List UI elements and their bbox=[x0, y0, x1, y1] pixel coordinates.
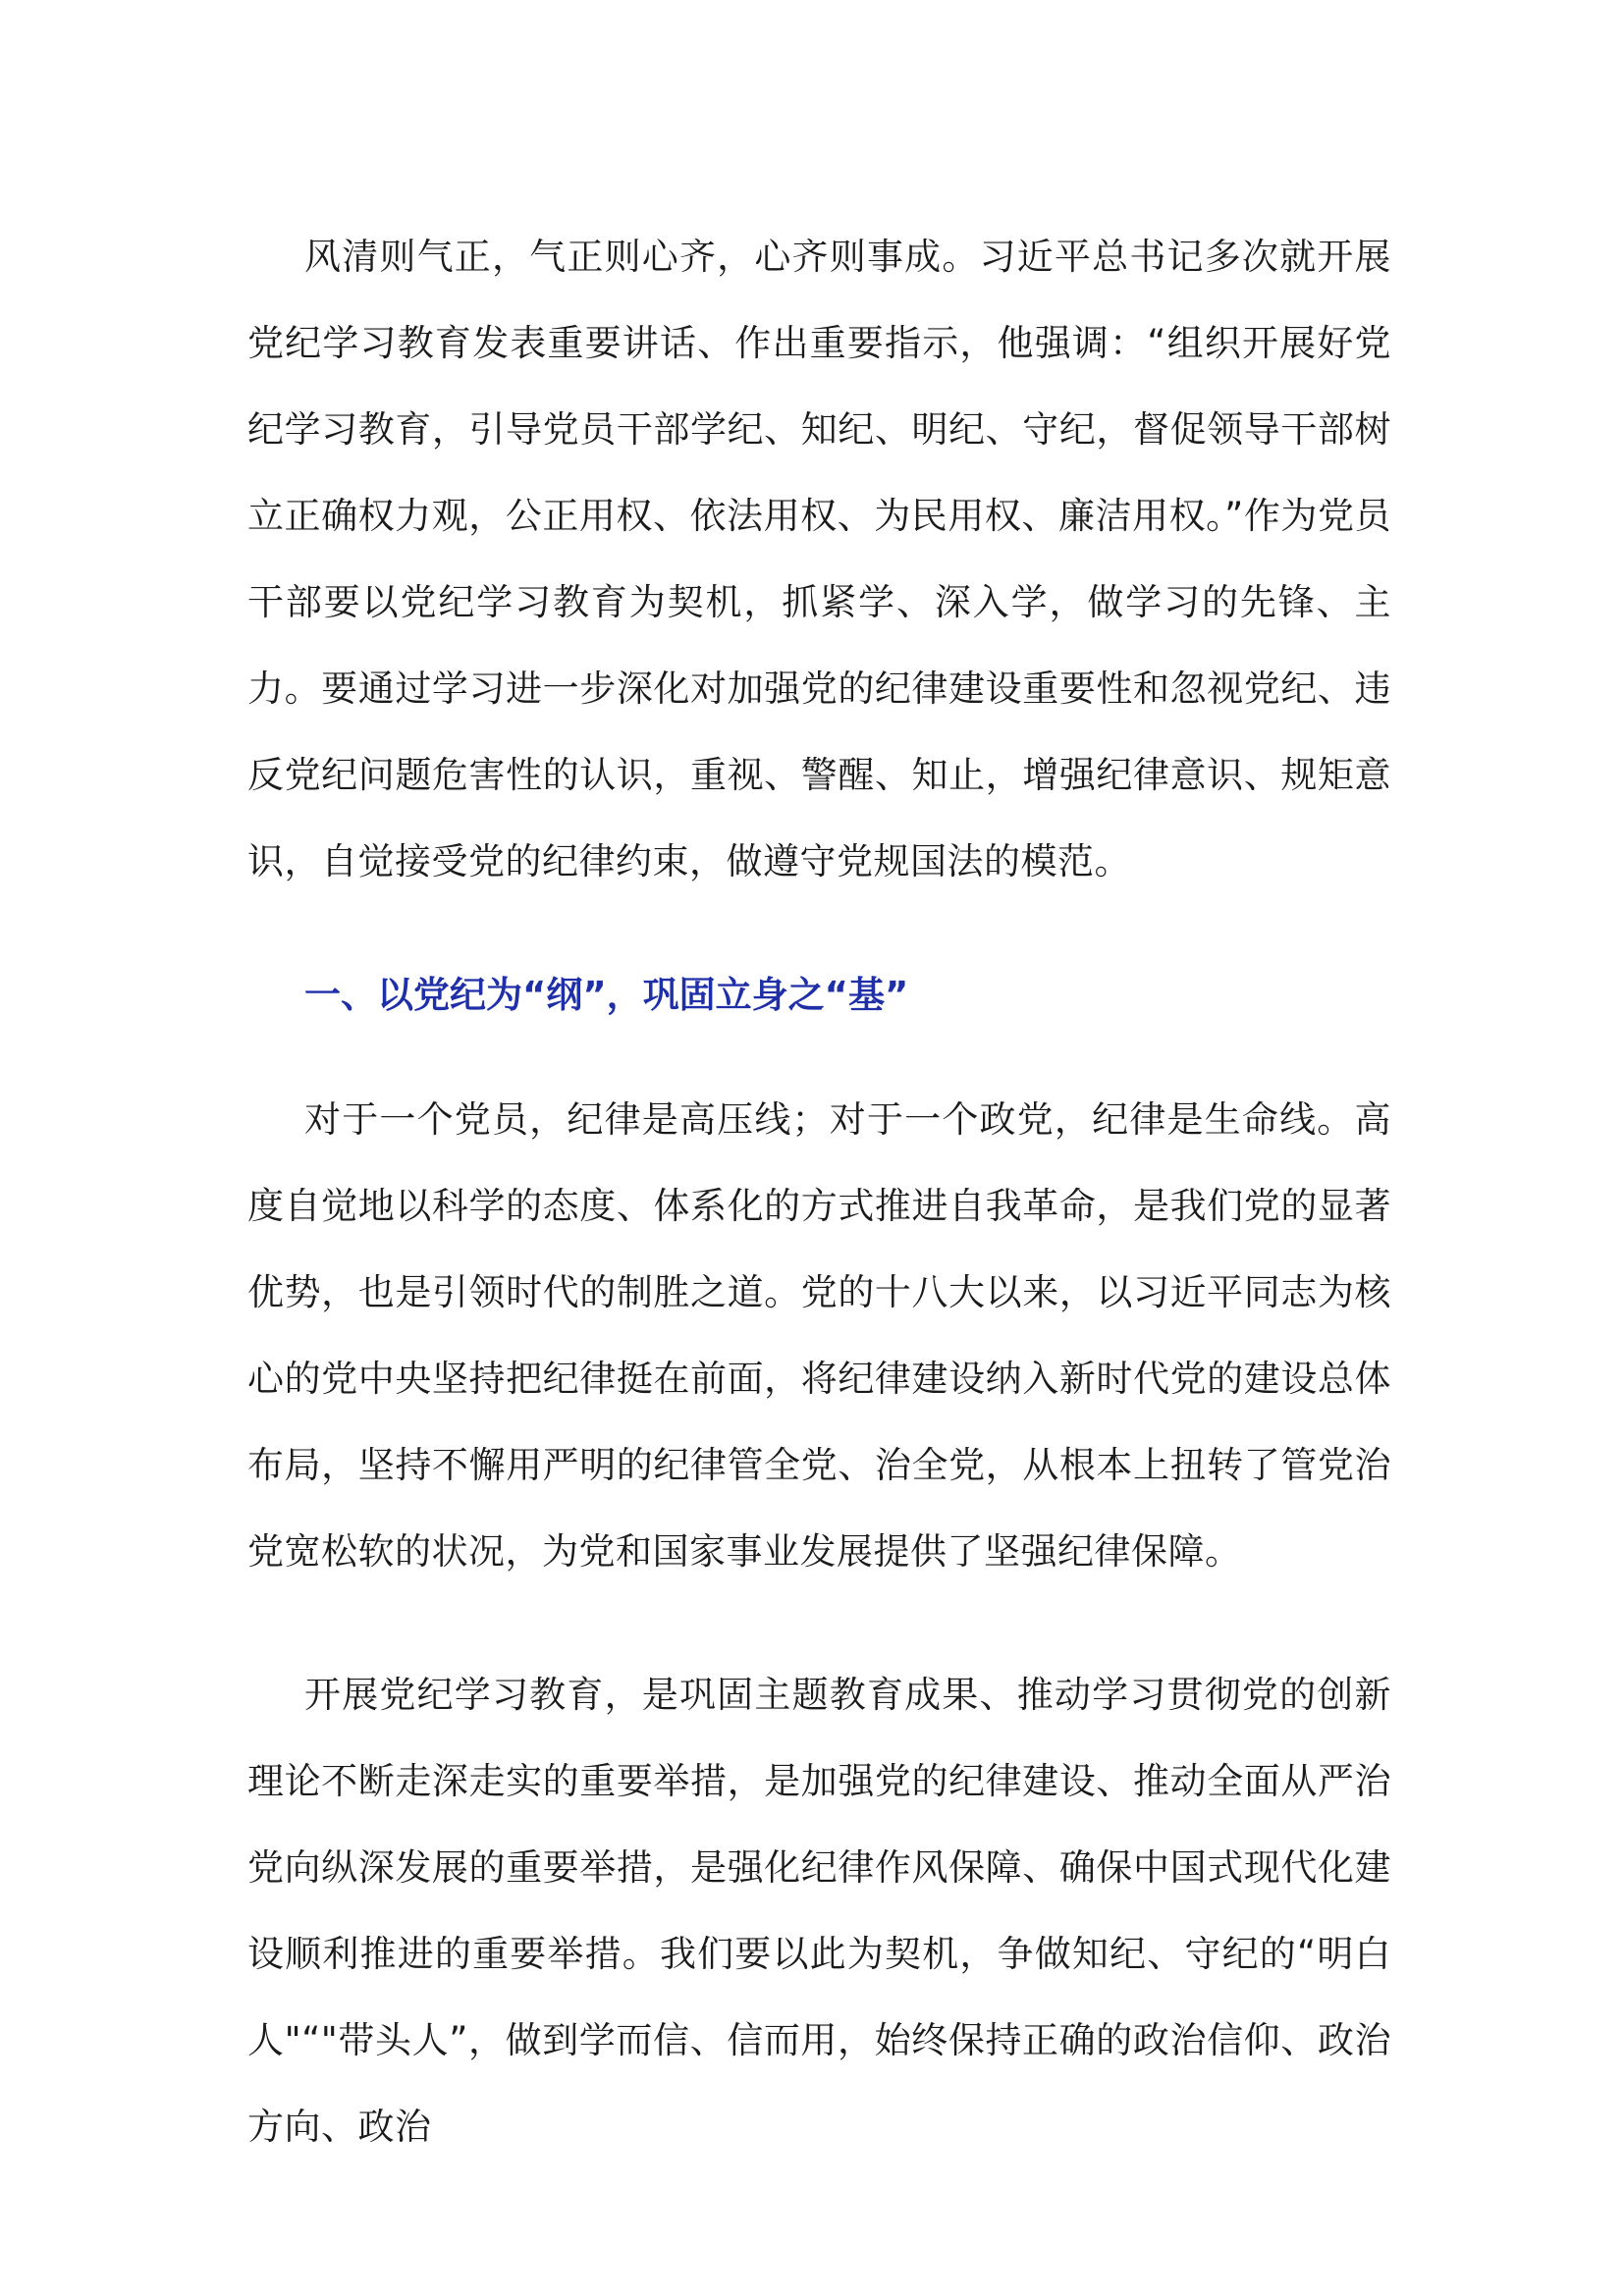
intro-paragraph: 风清则气正，气正则心齐，心齐则事成。习近平总书记多次就开展党纪学习教育发表重要讲话、作出重要指示，他强调：“组织开展好党纪学习教育，引导党员干部学纪、知纪、明纪、守纪，督促领导干部树立正确权力观，公正用权、依法用权、为民用权、廉洁用权。”作为党员干部要以党纪学习教育为契机，抓紧学、深入学，做学习的先锋、主力。要通过学习进一步深化对加强党的纪律建设重要性和忽视党纪、违反党纪问题危害性的认识，重视、警醒、知止，增强纪律意识、规矩意识，自觉接受党的纪律约束，做遵守党规国法的模范。 bbox=[247, 236, 1391, 882]
section-paragraph-1: 对于一个党员，纪律是高压线；对于一个政党，纪律是生命线。高度自觉地以科学的态度、体系化的方式推进自我革命，是我们党的显著优势，也是引领时代的制胜之道。党的十八大以来，以习近平同志为核心的党中央坚持把纪律挺在前面，将纪律建设纳入新时代党的建设总体布局，坚持不懈用严明的纪律管全党、治全党，从根本上扭转了管党治党宽松软的状况，为党和国家事业发展提供了坚强纪律保障。 bbox=[247, 1098, 1391, 1573]
section-heading: 一、以党纪为“纲”，巩固立身之“基” bbox=[304, 974, 909, 1016]
section-paragraph-2: 开展党纪学习教育，是巩固主题教育成果、推动学习贯彻党的创新理论不断走深走实的重要举措，是加强党的纪律建设、推动全面从严治党向纵深发展的重要举措，是强化纪律作风保障、确保中国式现代化建设顺利推进的重要举措。我们要以此为契机，争做知纪、守纪的“明白人"“"带头人”，做到学而信、信而用，始终保持正确的政治信仰、政治方向、政治 bbox=[247, 1674, 1391, 2148]
